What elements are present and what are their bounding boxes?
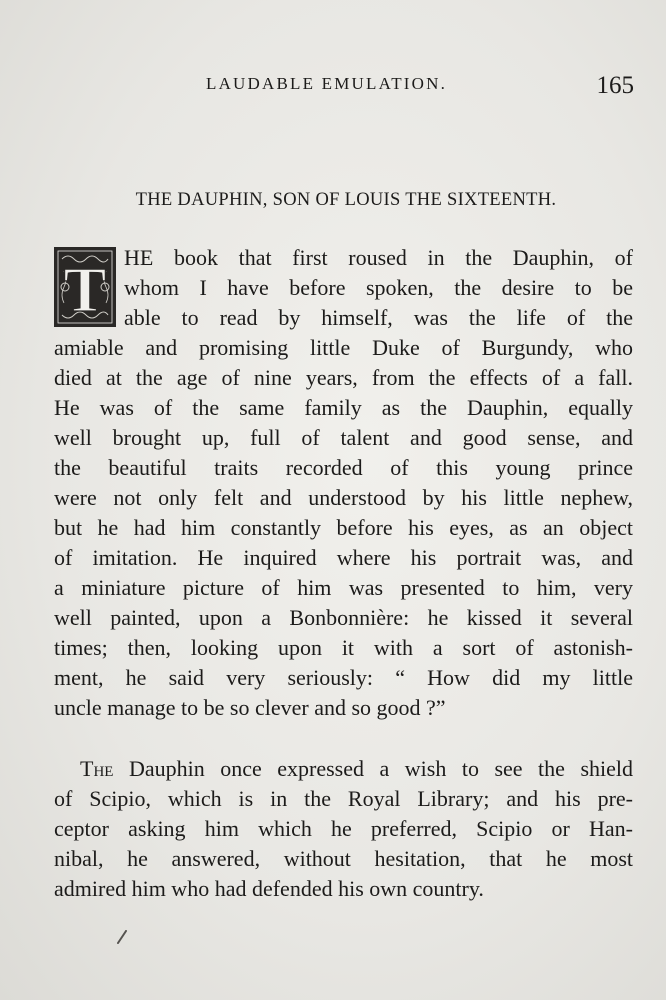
section-title: THE DAUPHIN, SON OF LOUIS THE SIXTEENTH.: [135, 190, 557, 210]
para2-line-4: nibal, he answered, without hesitation, that he most: [54, 846, 633, 871]
paragraph-1: [54, 243, 633, 723]
pencil-mark-icon: [116, 930, 128, 944]
para1-line-2: whom I have before spoken, the desire to be: [124, 275, 633, 300]
para1-line-11: of imitation. He inquired where his portrait was, and: [54, 545, 633, 570]
para1-line-16: uncle manage to be so clever and so good ?”: [54, 695, 446, 720]
drop-cap-letter: T: [63, 254, 107, 325]
para1-line-4: amiable and promising little Duke of Burgundy, who: [54, 335, 633, 360]
running-head: LAUDABLE EMULATION.: [206, 74, 448, 93]
para2-line-2: of Scipio, which is in the Royal Library; and his pre-: [54, 786, 633, 811]
para2-lead-word: The: [80, 756, 114, 781]
para1-line-6: He was of the same family as the Dauphin, equally: [54, 395, 633, 420]
drop-cap-t-ornament: [54, 247, 116, 327]
para2-line-1: [54, 754, 633, 784]
para1-line-10: but he had him constantly before his eyes, as an object: [54, 515, 633, 540]
para1-line-14: times; then, looking upon it with a sort of astonish-: [54, 635, 633, 660]
para1-line-5: died at the age of nine years, from the effects of a fall.: [54, 365, 633, 390]
para1-line-1: HE book that first roused in the Dauphin, of: [124, 245, 633, 270]
para2-line-5: admired him who had defended his own country.: [54, 876, 484, 901]
para1-line-12: a miniature picture of him was presented to him, very: [54, 575, 633, 600]
para1-line-3: able to read by himself, was the life of the: [124, 305, 633, 330]
para2-line-1-rest: Dauphin once expressed a wish to see the shield: [113, 756, 633, 781]
para1-line-9: were not only felt and understood by his little nephew,: [54, 485, 633, 510]
para1-line-13: well painted, upon a Bonbonnière: he kissed it several: [54, 605, 633, 630]
page-number: 165: [596, 72, 634, 99]
paragraph-2: [54, 754, 633, 904]
para1-line-7: well brought up, full of talent and good sense, and: [54, 425, 633, 450]
para1-line-15: ment, he said very seriously: “ How did my little: [54, 665, 633, 690]
para1-line-8: the beautiful traits recorded of this young prince: [54, 455, 633, 480]
para2-line-3: ceptor asking him which he preferred, Scipio or Han-: [54, 816, 633, 841]
